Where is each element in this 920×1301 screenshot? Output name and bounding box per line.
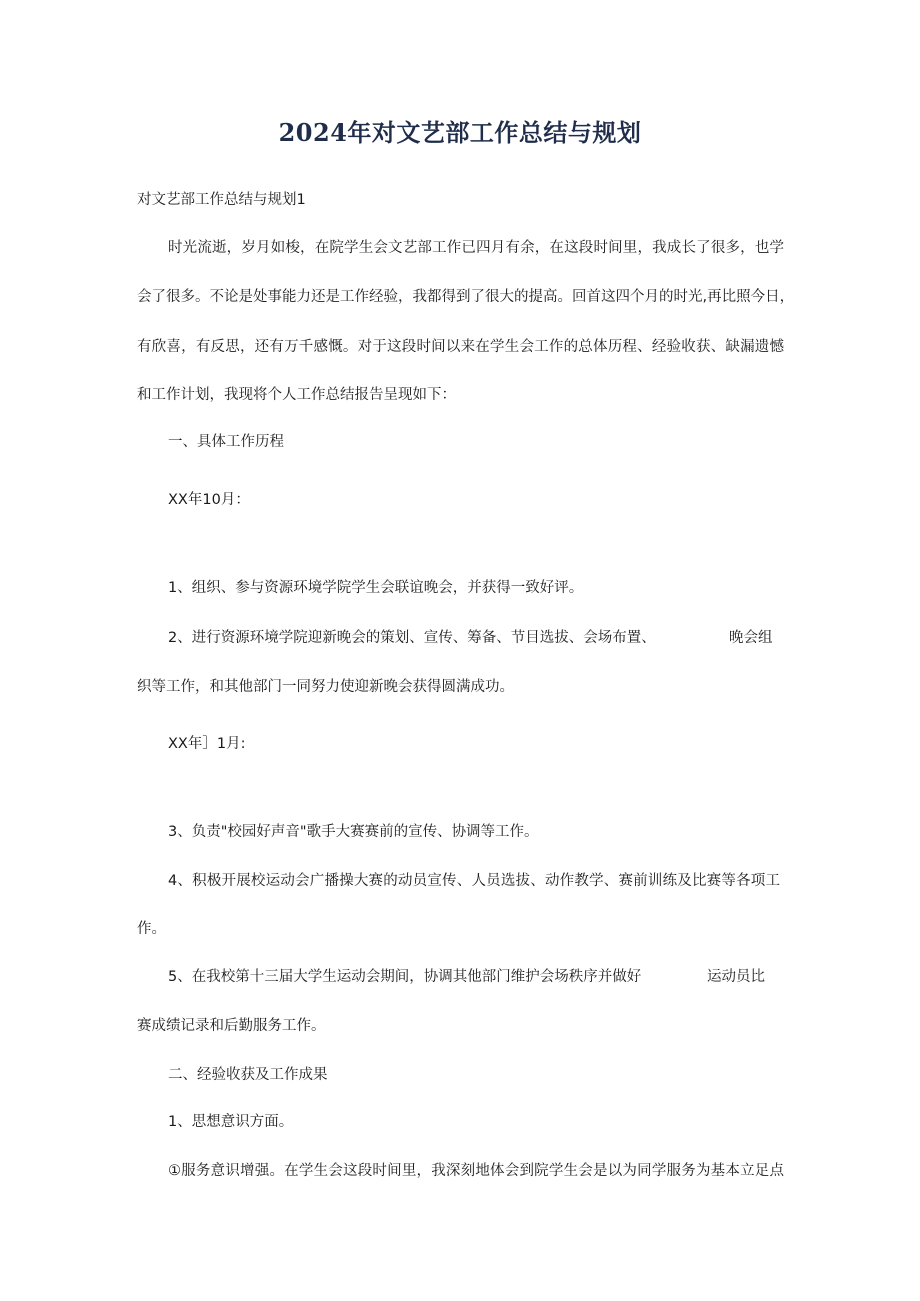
- work-item-1: 1、组织、参与资源环境学院学生会联谊晚会，并获得一致好评。: [168, 580, 584, 596]
- work-item-2-line-2: 织等工作，和其他部门一同努力使迎新晚会获得圆满成功。: [137, 679, 514, 695]
- intro-line-2: 会了很多。不论是处事能力还是工作经验，我都得到了很大的提高。回首这四个月的时光,再比照今日，: [137, 289, 795, 305]
- work-item-2-part-1: 2、进行资源环境学院迎新晚会的策划、宣传、筹备、节目选拔、会场布置、: [168, 630, 656, 646]
- work-item-3: 3、负责"校园好声音"歌手大赛赛前的宣传、协调等工作。: [168, 824, 539, 840]
- work-item-5-part-2: 运动员比: [707, 969, 765, 985]
- service-paragraph-line-1: ①服务意识增强。在学生会这段时间里，我深刻地体会到院学生会是以为同学服务为基本立足点: [168, 1163, 784, 1179]
- work-item-4-line-2: 作。: [137, 921, 166, 937]
- document-title: 2024年对文艺部工作总结与规划: [278, 118, 642, 147]
- work-item-5-part-1: 5、在我校第十三届大学生运动会期间，协调其他部门维护会场秩序并做好: [168, 969, 642, 985]
- intro-line-3: 有欣喜，有反思，还有万千感慨。对于这段时间以来在学生会工作的总体历程、经验收获、缺漏遗憾: [137, 339, 784, 355]
- period-label-2: XX年］1月:: [168, 736, 246, 752]
- work-item-4-line-1: 4、积极开展校运动会广播操大赛的动员宣传、人员选拔、动作教学、赛前训练及比赛等各项工: [168, 873, 780, 889]
- section1-heading: 一、具体工作历程: [168, 434, 284, 450]
- intro-line-1: 时光流逝，岁月如梭，在院学生会文艺部工作已四月有余，在这段时间里，我成长了很多，也学: [168, 240, 784, 256]
- document-subtitle: 对文艺部工作总结与规划1: [137, 192, 306, 208]
- work-item-5-line-2: 赛成绩记录和后勤服务工作。: [137, 1018, 326, 1034]
- work-item-2-part-2: 晚会组: [729, 630, 773, 646]
- section2-heading: 二、经验收获及工作成果: [168, 1067, 328, 1083]
- intro-line-4: 和工作计划，我现将个人工作总结报告呈现如下：: [137, 387, 456, 403]
- period-label-1: XX年10月：: [168, 492, 250, 508]
- subsection-1-heading: 1、思想意识方面。: [168, 1114, 294, 1130]
